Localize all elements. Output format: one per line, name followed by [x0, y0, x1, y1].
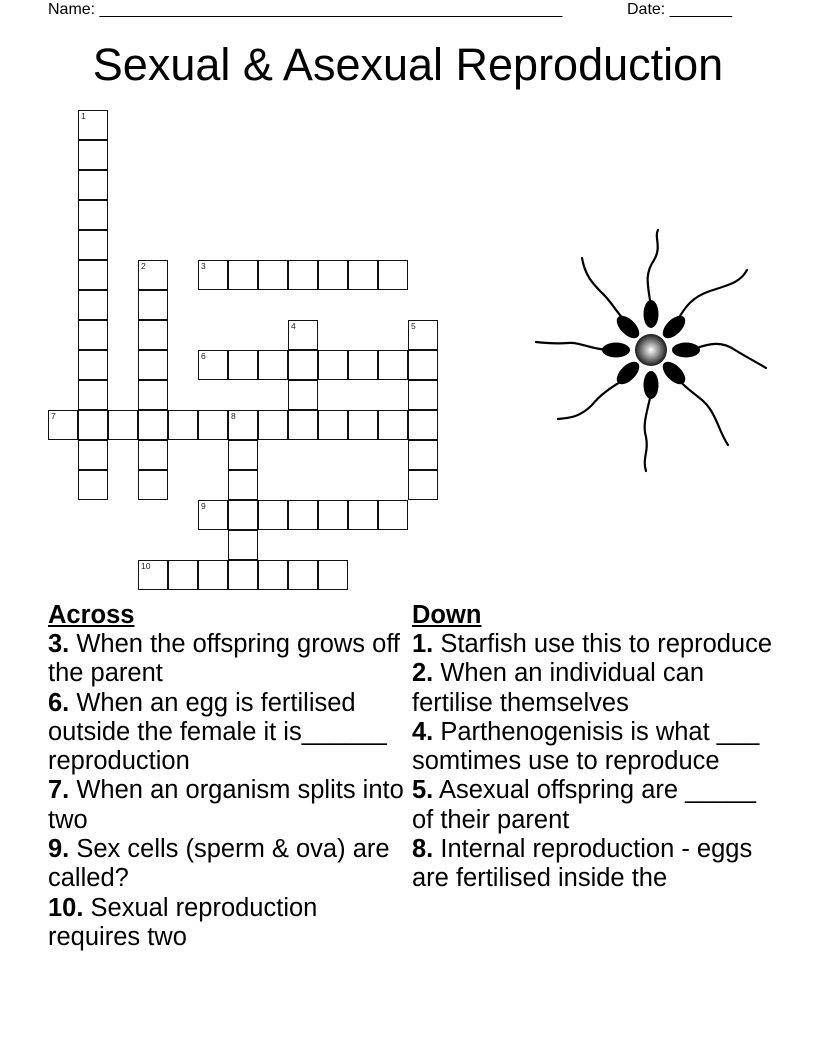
grid-cell[interactable]	[288, 560, 318, 590]
grid-cell[interactable]	[228, 410, 258, 440]
across-heading: Across	[48, 601, 135, 629]
clue-number-label: 9	[201, 501, 206, 511]
clue-number-label: 7	[51, 411, 56, 421]
clue-across-9	[48, 835, 408, 894]
grid-cell[interactable]	[318, 410, 348, 440]
grid-cell[interactable]	[408, 410, 438, 440]
clue-number: 7.	[48, 776, 70, 805]
grid-cell[interactable]	[318, 350, 348, 380]
clue-text: Sex cells (sperm & ova) are called?	[48, 835, 390, 893]
grid-cell[interactable]	[318, 260, 348, 290]
clue-down-1	[412, 630, 782, 659]
grid-cell[interactable]	[348, 350, 378, 380]
grid-cell[interactable]	[78, 440, 108, 470]
clue-number: 5.	[412, 776, 434, 805]
grid-cell[interactable]	[198, 500, 228, 530]
grid-cell[interactable]	[288, 380, 318, 410]
down-clues	[412, 600, 782, 956]
clue-across-3	[48, 630, 408, 689]
grid-cell[interactable]	[78, 140, 108, 170]
grid-cell[interactable]	[138, 560, 168, 590]
grid-cell[interactable]	[78, 380, 108, 410]
across-clues	[48, 600, 408, 952]
grid-cell[interactable]	[408, 380, 438, 410]
clue-number-label: 6	[201, 351, 206, 361]
grid-cell[interactable]	[198, 560, 228, 590]
grid-cell[interactable]	[288, 410, 318, 440]
grid-cell[interactable]	[48, 410, 78, 440]
grid-cell[interactable]	[138, 350, 168, 380]
grid-cell[interactable]	[408, 350, 438, 380]
grid-cell[interactable]	[288, 500, 318, 530]
grid-cell[interactable]	[348, 260, 378, 290]
page-title: Sexual & Asexual Reproduction	[92, 39, 724, 90]
grid-cell[interactable]	[228, 470, 258, 500]
grid-cell[interactable]	[258, 260, 288, 290]
clue-text: Starfish use this to reproduce	[433, 630, 773, 658]
grid-cell[interactable]	[228, 260, 258, 290]
grid-cell[interactable]	[198, 410, 228, 440]
grid-cell[interactable]	[228, 560, 258, 590]
clue-number: 6.	[48, 688, 70, 717]
grid-cell[interactable]	[258, 410, 288, 440]
clue-text: When an organism splits into two	[48, 776, 404, 834]
grid-cell[interactable]	[228, 530, 258, 560]
grid-cell[interactable]	[258, 350, 288, 380]
grid-cell[interactable]	[78, 350, 108, 380]
clue-number: 4.	[412, 717, 434, 746]
grid-cell[interactable]	[138, 260, 168, 290]
clue-number-label: 4	[291, 321, 296, 331]
date-field[interactable]: Date: _______	[627, 1, 732, 18]
clue-number: 9.	[48, 835, 70, 864]
clue-number: 10.	[48, 893, 84, 922]
clue-number: 8.	[412, 835, 434, 864]
clue-number-label: 3	[201, 261, 206, 271]
clue-number-label: 5	[411, 321, 416, 331]
clue-across-10	[48, 894, 408, 953]
grid-cell[interactable]	[78, 230, 108, 260]
grid-cell[interactable]	[78, 290, 108, 320]
grid-cell[interactable]	[228, 350, 258, 380]
clue-down-4	[412, 718, 782, 777]
grid-cell[interactable]	[168, 560, 198, 590]
grid-cell[interactable]	[288, 320, 318, 350]
grid-cell[interactable]	[138, 320, 168, 350]
grid-cell[interactable]	[348, 500, 378, 530]
clue-text: When an egg is fertilised outside the female it is______ reproduction	[48, 688, 387, 776]
down-heading: Down	[412, 601, 482, 629]
sperm-and-egg-icon	[530, 225, 775, 475]
grid-cell[interactable]	[378, 410, 408, 440]
clue-number-label: 1	[81, 111, 86, 121]
grid-cell[interactable]	[78, 200, 108, 230]
clue-across-7	[48, 776, 408, 835]
grid-cell[interactable]	[138, 380, 168, 410]
clue-down-8	[412, 835, 782, 894]
grid-cell[interactable]	[198, 350, 228, 380]
grid-cell[interactable]	[228, 440, 258, 470]
grid-cell[interactable]	[288, 350, 318, 380]
grid-cell[interactable]	[138, 290, 168, 320]
clue-across-6	[48, 689, 408, 777]
grid-cell[interactable]	[258, 500, 288, 530]
clue-number-label: 8	[231, 411, 236, 421]
grid-cell[interactable]	[138, 470, 168, 500]
grid-cell[interactable]	[108, 410, 138, 440]
grid-cell[interactable]	[318, 560, 348, 590]
grid-cell[interactable]	[78, 170, 108, 200]
clue-text: Internal reproduction - eggs are fertilised inside the	[412, 835, 753, 893]
clue-text: When the offspring grows off the parent	[48, 630, 401, 688]
grid-cell[interactable]	[168, 410, 198, 440]
grid-cell[interactable]	[228, 500, 258, 530]
grid-cell[interactable]	[378, 350, 408, 380]
clue-number-label: 2	[141, 261, 146, 271]
grid-cell[interactable]	[138, 410, 168, 440]
grid-cell[interactable]	[78, 320, 108, 350]
grid-cell[interactable]	[138, 440, 168, 470]
grid-cell[interactable]	[288, 260, 318, 290]
clue-text: When an individual can fertilise themselves	[412, 659, 705, 717]
grid-cell[interactable]	[348, 410, 378, 440]
grid-cell[interactable]	[78, 470, 108, 500]
grid-cell[interactable]	[198, 260, 228, 290]
grid-cell[interactable]	[408, 440, 438, 470]
clue-number: 2.	[412, 659, 434, 688]
grid-cell[interactable]	[78, 260, 108, 290]
clue-down-2	[412, 659, 782, 718]
grid-cell[interactable]	[378, 260, 408, 290]
clue-number-label: 10	[141, 561, 151, 571]
grid-cell[interactable]	[378, 500, 408, 530]
grid-cell[interactable]	[408, 320, 438, 350]
clue-text: Asexual offspring are _____ of their parent	[412, 776, 757, 834]
clue-number: 3.	[48, 630, 70, 658]
clue-number: 1.	[412, 630, 434, 658]
grid-cell[interactable]	[318, 500, 348, 530]
clue-down-5	[412, 776, 782, 835]
clue-text: Sexual reproduction requires two	[48, 893, 318, 951]
grid-cell[interactable]	[408, 470, 438, 500]
grid-cell[interactable]	[78, 110, 108, 140]
clue-text: Parthenogenisis is what ___ somtimes use to reproduce	[412, 717, 760, 776]
grid-cell[interactable]	[78, 410, 108, 440]
name-field[interactable]: Name: ____________________________________________________	[48, 1, 563, 18]
grid-cell[interactable]	[258, 560, 288, 590]
